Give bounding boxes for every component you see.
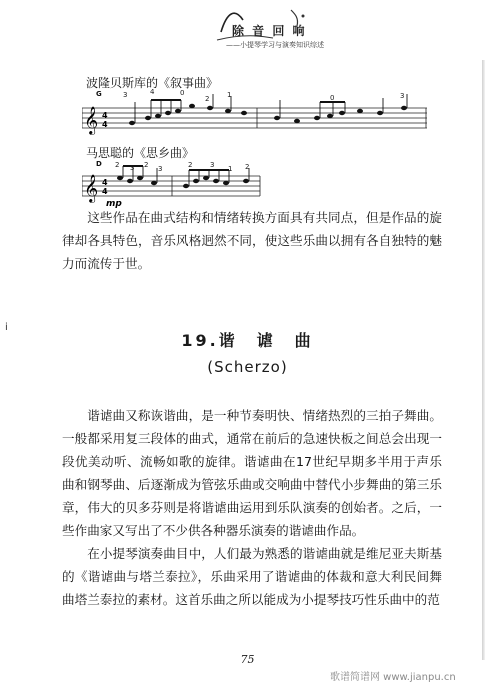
fingering-1-6: 0 <box>330 94 335 102</box>
fingering-1-5: 1 <box>227 91 232 99</box>
header-title: 除 音 回 响 <box>232 24 307 38</box>
header-subtitle: ——小提琴学习与演奏知识综述 <box>226 41 324 49</box>
left-margin-mark: i <box>5 322 8 333</box>
section-subheading: (Scherzo) <box>207 358 288 376</box>
site-watermark: 歌谱简谱网 www.jianpu.cn <box>330 672 456 683</box>
svg-text:4: 4 <box>102 178 108 187</box>
body-paragraph-1: 谐谑曲又称诙谐曲，是一种节奏明快、情绪热烈的三拍子舞曲。一般都采用复三段体的曲式，通常在前后的急速快板之间总会出现一段优美动听、流畅如歌的旋律。谐谑曲在17世纪早期多半用于声乐曲和钢琴曲、后逐渐成为管弦乐曲或交响曲中替代小步舞曲的第三乐章，伟大的贝多芬则是将谐谑曲运用到乐队演奏的创始者。之后，一些作曲家又写出了不少供各种器乐演奏的谐谑曲作品。 <box>62 408 442 538</box>
music-example-title-1: 波隆贝斯库的《叙事曲》 <box>86 76 219 90</box>
fingering-2-8: 2 <box>245 163 250 171</box>
intro-paragraph-block <box>62 206 442 275</box>
music-staff-1 <box>82 94 432 136</box>
fingering-2-4: 3 <box>158 165 163 173</box>
page-edge-shadow <box>482 60 485 660</box>
section-body <box>62 404 442 611</box>
fingering-2-1: 2 <box>115 161 120 169</box>
section-heading: 19.谐 谑 曲 <box>181 331 314 350</box>
fingering-2-5: 2 <box>188 161 193 169</box>
intro-paragraph: 这些作品在曲式结构和情绪转换方面具有共同点，但是作品的旋律却各具特色，音乐风格迥然不同，使这些乐曲以拥有各自独特的魅力而流传于世。 <box>62 210 442 271</box>
fingering-1-7: 3 <box>400 92 405 100</box>
svg-text:𝄞: 𝄞 <box>84 106 99 134</box>
fingering-2-7: 1 <box>228 165 233 173</box>
music-staff-2 <box>82 164 432 208</box>
fingering-1-1: 3 <box>123 91 128 99</box>
fingering-1-4: 2 <box>205 95 210 103</box>
fingering-1-3: 0 <box>180 89 185 97</box>
fingering-1-2: 4 <box>150 88 155 96</box>
svg-text:𝄞: 𝄞 <box>84 174 99 202</box>
fingering-2-6: 3 <box>210 161 215 169</box>
svg-text:mp: mp <box>106 199 122 208</box>
body-paragraph-2: 在小提琴演奏曲目中，人们最为熟悉的谐谑曲就是维尼亚夫斯基的《谐谑曲与塔兰泰拉》，乐曲采用了谐谑曲的体裁和意大利民间舞曲塔兰泰拉的素材。这首乐曲之所以能成为小提琴技巧性乐曲中的范 <box>62 546 442 607</box>
page-number: 75 <box>240 653 255 666</box>
rehearsal-mark-2: D <box>96 160 102 168</box>
svg-text:4: 4 <box>102 120 108 129</box>
music-example-title-2: 马思聪的《思乡曲》 <box>86 146 195 160</box>
fingering-2-3: 2 <box>144 161 149 169</box>
svg-text:4: 4 <box>102 187 108 196</box>
rehearsal-mark-1: G <box>96 90 102 98</box>
svg-text:4: 4 <box>102 111 108 120</box>
fingering-2-2: 3 <box>130 164 135 172</box>
